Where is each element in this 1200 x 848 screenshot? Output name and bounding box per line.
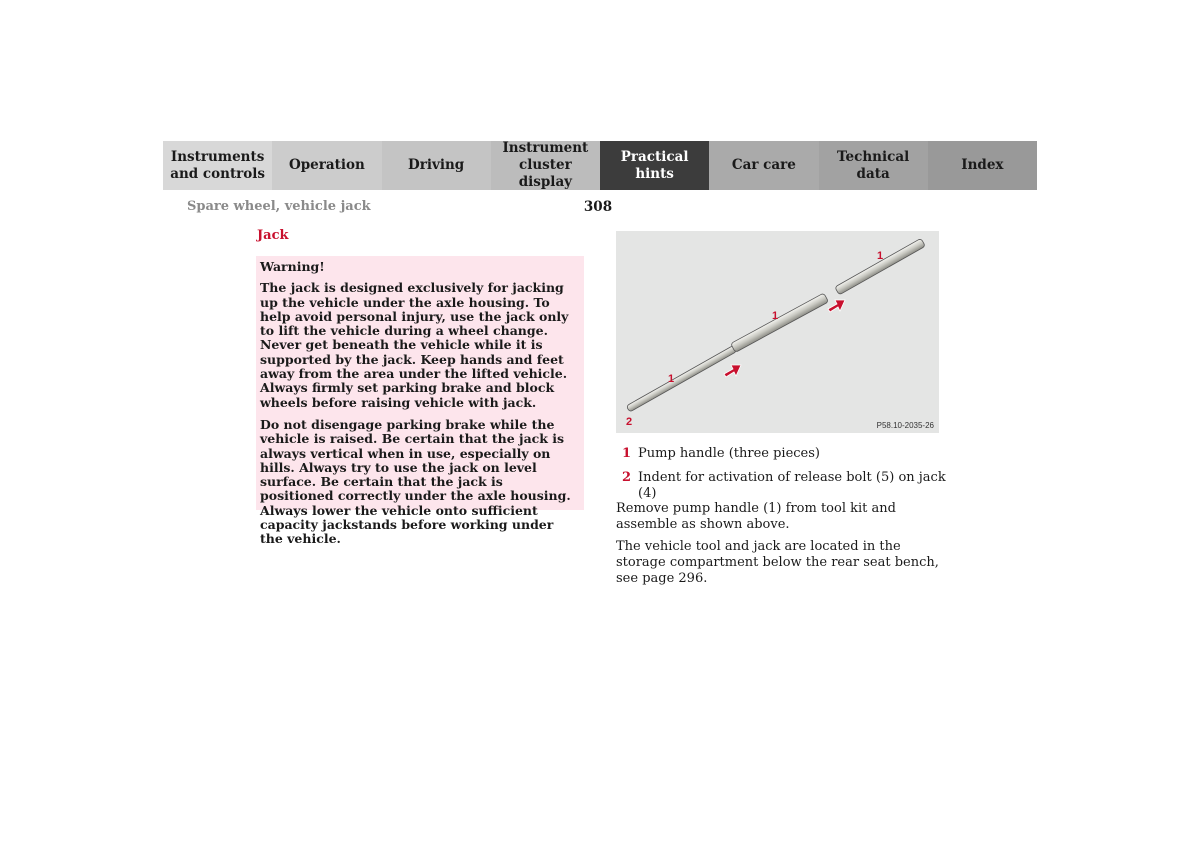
page-number: 308 — [583, 199, 613, 215]
pump-handle-piece-upper — [835, 238, 926, 295]
assembly-arrow-icon — [724, 365, 741, 377]
tab-driving[interactable]: Driving — [382, 141, 491, 190]
page-heading: Jack — [257, 228, 289, 243]
warning-paragraph: Do not disengage parking brake while the vehicle is raised. Be certain that the jack is always vertical when in use, especially on hills. Always try to use the jack on level surface. Be certain that the jack is positioned correctly under the axle housing. Always lower the vehicle onto sufficient capacity jackstands before working under the vehicle. — [260, 416, 571, 547]
section-tabs — [163, 141, 1037, 190]
tab-operation[interactable]: Operation — [272, 141, 381, 190]
assembly-arrow-icon — [828, 300, 845, 312]
tab-index[interactable]: Index — [928, 141, 1037, 190]
tab-technical-data[interactable]: Technical data — [819, 141, 928, 190]
warning-box — [256, 256, 584, 547]
figure-label-2: 2 — [626, 416, 633, 428]
tab-instrument-cluster-display[interactable]: Instrument cluster display — [491, 141, 600, 190]
legend-text: Indent for activation of release bolt (5) on jack (4) — [638, 470, 946, 501]
legend-text: Pump handle (three pieces) — [638, 446, 820, 461]
body-text — [616, 501, 946, 593]
warning-title: Warning! — [260, 259, 325, 274]
figure-label-1: 1 — [772, 310, 779, 322]
pump-handle-piece-middle — [731, 293, 829, 352]
pump-handle-illustration — [616, 231, 939, 433]
body-paragraph: The vehicle tool and jack are located in the storage compartment below the rear seat bench, see page 296. — [616, 539, 939, 586]
pump-handle-piece-lower — [626, 345, 737, 412]
body-paragraph: Remove pump handle (1) from tool kit and assemble as shown above. — [616, 501, 896, 532]
section-title: Spare wheel, vehicle jack — [187, 199, 371, 214]
tab-car-care[interactable]: Car care — [709, 141, 818, 190]
legend-number: 1 — [622, 446, 632, 461]
figure-code: P58.10-2035-26 — [876, 421, 934, 430]
tab-practical-hints[interactable]: Practical hints — [600, 141, 709, 190]
legend-item — [622, 470, 952, 502]
pump-handle-drawing — [616, 231, 939, 433]
figure-label-1: 1 — [668, 373, 675, 385]
warning-paragraph: The jack is designed exclusively for jacking up the vehicle under the axle housing. To help avoid personal injury, use the jack only to lift the vehicle during a wheel change. Never get beneath the vehicle while it is supported by the jack. Keep hands and feet away from the area under the lifted vehicle. Always firmly set parking brake and block wheels before raising vehicle with jack. — [260, 280, 569, 410]
tab-instruments-and-controls[interactable]: Instruments and controls — [163, 141, 272, 190]
legend-item — [622, 446, 952, 462]
legend-number: 2 — [622, 470, 632, 485]
figure-label-1: 1 — [877, 250, 884, 262]
